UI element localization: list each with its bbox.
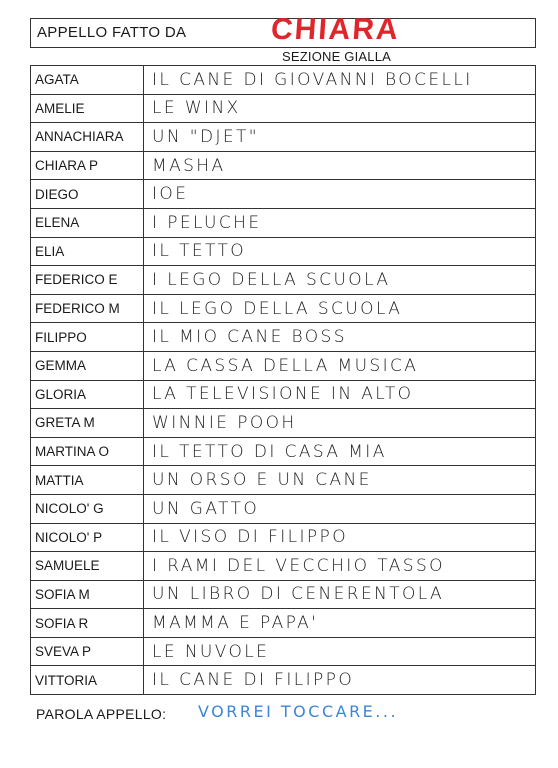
student-answer: I LEGO DELLA SCUOLA: [144, 266, 536, 295]
table-row: [31, 609, 536, 638]
student-answer: MASHA: [144, 151, 536, 180]
student-name: DIEGO: [31, 180, 144, 209]
header-label: APPELLO FATTO DA: [37, 24, 187, 41]
student-name: GRETA M: [31, 409, 144, 438]
student-answer: LE NUVOLE: [144, 637, 536, 666]
student-name: SVEVA P: [31, 637, 144, 666]
table-row: [31, 66, 536, 95]
student-name: ANNACHIARA: [31, 123, 144, 152]
student-name: ELIA: [31, 237, 144, 266]
student-answer: IL TETTO DI CASA MIA: [144, 437, 536, 466]
student-answer: UN "DJET": [144, 123, 536, 152]
table-row: [31, 580, 536, 609]
student-answer: IL CANE DI GIOVANNI BOCELLI: [144, 66, 536, 95]
student-answer: I RAMI DEL VECCHIO TASSO: [144, 552, 536, 581]
student-name: ELENA: [31, 208, 144, 237]
table-row: [31, 266, 536, 295]
teacher-name: CHIARA: [269, 13, 401, 46]
student-answer: IL VISO DI FILIPPO: [144, 523, 536, 552]
student-name: AMELIE: [31, 94, 144, 123]
table-row: [31, 552, 536, 581]
header-box: [30, 13, 536, 48]
student-name: FEDERICO M: [31, 294, 144, 323]
table-row: [31, 409, 536, 438]
student-name: NICOLO' G: [31, 494, 144, 523]
table-row: [31, 123, 536, 152]
student-answer: IL LEGO DELLA SCUOLA: [144, 294, 536, 323]
table-row: [31, 637, 536, 666]
table-row: [31, 494, 536, 523]
student-name: GLORIA: [31, 380, 144, 409]
table-row: [31, 94, 536, 123]
student-name: SOFIA R: [31, 609, 144, 638]
table-row: [31, 523, 536, 552]
student-answer: LA CASSA DELLA MUSICA: [144, 351, 536, 380]
student-name: SOFIA M: [31, 580, 144, 609]
student-answer: UN GATTO: [144, 494, 536, 523]
table-row: [31, 180, 536, 209]
student-name: VITTORIA: [31, 666, 144, 695]
table-row: [31, 380, 536, 409]
student-answer: IL TETTO: [144, 237, 536, 266]
student-answer: UN ORSO E UN CANE: [144, 466, 536, 495]
table-row: [31, 151, 536, 180]
student-name: CHIARA P: [31, 151, 144, 180]
student-answer: LA TELEVISIONE IN ALTO: [144, 380, 536, 409]
footer-answer: VORREI TOCCARE...: [198, 702, 399, 721]
table-row: [31, 351, 536, 380]
student-answer: I PELUCHE: [144, 208, 536, 237]
table-row: [31, 466, 536, 495]
student-answer: IL MIO CANE BOSS: [144, 323, 536, 352]
table-row: [31, 666, 536, 695]
footer-label: PAROLA APPELLO:: [36, 706, 167, 722]
student-name: FEDERICO E: [31, 266, 144, 295]
student-name: SAMUELE: [31, 552, 144, 581]
student-answer: WINNIE POOH: [144, 409, 536, 438]
student-name: MARTINA O: [31, 437, 144, 466]
section-name: SEZIONE GIALLA: [282, 49, 392, 64]
student-name: GEMMA: [31, 351, 144, 380]
student-name: AGATA: [31, 66, 144, 95]
student-name: FILIPPO: [31, 323, 144, 352]
table-row: [31, 323, 536, 352]
table-row: [31, 208, 536, 237]
student-answer: UN LIBRO DI CENERENTOLA: [144, 580, 536, 609]
table-row: [31, 237, 536, 266]
student-name: NICOLO' P: [31, 523, 144, 552]
roll-table: [30, 65, 536, 695]
roll-table-body: [31, 66, 536, 695]
table-row: [31, 437, 536, 466]
student-answer: IL CANE DI FILIPPO: [144, 666, 536, 695]
student-answer: MAMMA E PAPA': [144, 609, 536, 638]
table-row: [31, 294, 536, 323]
student-name: MATTIA: [31, 466, 144, 495]
student-answer: LE WINX: [144, 94, 536, 123]
student-answer: IOE: [144, 180, 536, 209]
